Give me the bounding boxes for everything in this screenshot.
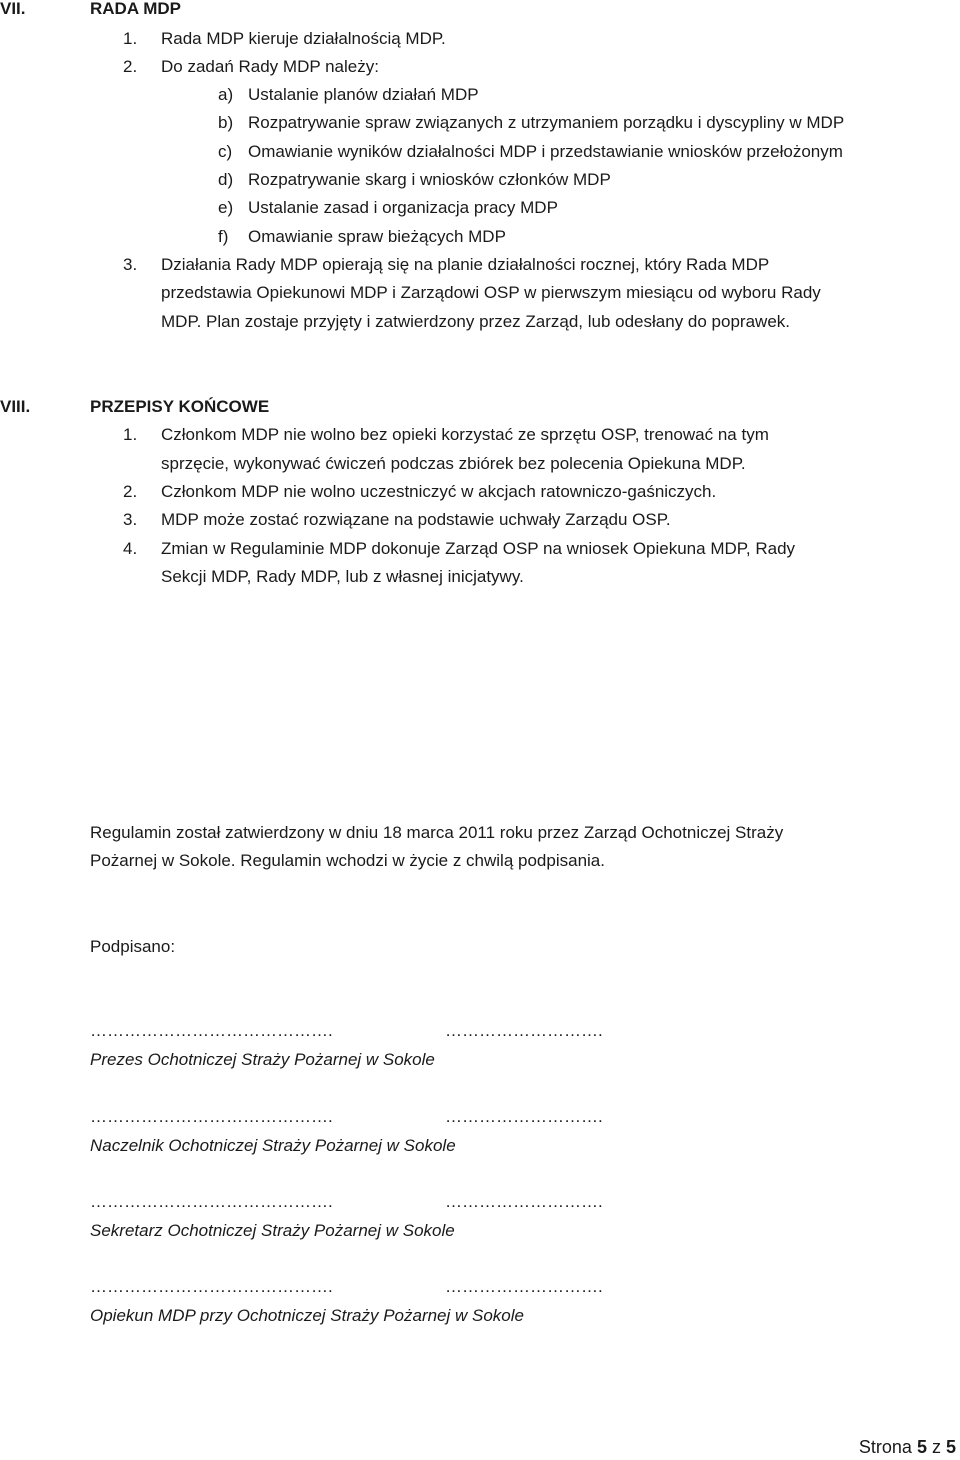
page-number: 5 [916,1437,927,1457]
paragraph-line: MDP. Plan zostaje przyjęty i zatwierdzony przez Zarząd, lub odesłany do poprawek. [161,312,790,331]
list-number: 3. [123,255,138,274]
page-prefix: Strona [858,1437,912,1457]
sub-letter: a) [218,85,234,104]
section-8-number: VIII. [0,397,31,416]
approval-line: Regulamin został zatwierdzony w dniu 18 marca 2011 roku przez Zarząd Ochotniczej Straży [90,823,784,842]
list-number: 2. [123,57,138,76]
signature-role: Prezes Ochotniczej Straży Pożarnej w Sokole [90,1050,435,1069]
signature-role: Naczelnik Ochotniczej Straży Pożarnej w Sokole [90,1136,456,1155]
list-number: 1. [123,425,138,444]
list-item-text: Rada MDP kieruje działalnością MDP. [161,29,446,48]
signature-line-right: ………………………. [445,1107,603,1126]
signed-label: Podpisano: [90,937,176,956]
page-total: 5 [945,1437,956,1457]
signature-line-right: ………………………. [445,1192,603,1211]
signature-line-left: ……………………………………. [90,1107,333,1126]
sub-letter: b) [218,113,234,132]
list-number: 3. [123,510,138,529]
sub-letter: f) [218,227,229,246]
list-item-text: Zmian w Regulaminie MDP dokonuje Zarząd OSP na wniosek Opiekuna MDP, Rady [161,539,796,558]
list-number: 4. [123,539,138,558]
sub-item-text: Omawianie wyników działalności MDP i przedstawianie wniosków przełożonym [248,142,843,161]
sub-item-text: Rozpatrywanie skarg i wniosków członków MDP [248,170,611,189]
sub-item-text: Rozpatrywanie spraw związanych z utrzymaniem porządku i dyscypliny w MDP [248,113,845,132]
page-separator: z [931,1437,941,1457]
signature-line-right: ………………………. [445,1021,603,1040]
sub-letter: d) [218,170,234,189]
section-7-title: RADA MDP [90,0,181,18]
signature-line-left: ……………………………………. [90,1021,333,1040]
sub-letter: c) [218,142,233,161]
signature-role: Sekretarz Ochotniczej Straży Pożarnej w Sokole [90,1221,455,1240]
sub-item-text: Ustalanie planów działań MDP [248,85,479,104]
section-7-number: VII. [0,0,26,18]
signature-line-left: ……………………………………. [90,1277,333,1296]
paragraph-line: przedstawia Opiekunowi MDP i Zarządowi OSP w pierwszym miesiącu od wyboru Rady [161,283,821,302]
list-item-text: Sekcji MDP, Rady MDP, lub z własnej inicjatywy. [161,567,524,586]
list-number: 1. [123,29,138,48]
sub-item-text: Ustalanie zasad i organizacja pracy MDP [248,198,558,217]
section-8-title: PRZEPISY KOŃCOWE [90,397,270,416]
sub-letter: e) [218,198,234,217]
signature-line-right: ………………………. [445,1277,603,1296]
paragraph-line: Działania Rady MDP opierają się na planie działalności rocznej, który Rada MDP [161,255,770,274]
list-item-text: Członkom MDP nie wolno uczestniczyć w akcjach ratowniczo-gaśniczych. [161,482,717,501]
list-number: 2. [123,482,138,501]
list-item-text: MDP może zostać rozwiązane na podstawie uchwały Zarządu OSP. [161,510,671,529]
approval-line: Pożarnej w Sokole. Regulamin wchodzi w życie z chwilą podpisania. [90,851,605,870]
sub-item-text: Omawianie spraw bieżących MDP [248,227,506,246]
signature-role: Opiekun MDP przy Ochotniczej Straży Pożarnej w Sokole [90,1306,524,1325]
list-item-text: sprzęcie, wykonywać ćwiczeń podczas zbiórek bez polecenia Opiekuna MDP. [161,454,746,473]
signature-line-left: ……………………………………. [90,1192,333,1211]
list-item-text: Do zadań Rady MDP należy: [161,57,379,76]
page-footer [859,1438,956,1456]
list-item-text: Członkom MDP nie wolno bez opieki korzystać ze sprzętu OSP, trenować na tym [161,425,769,444]
